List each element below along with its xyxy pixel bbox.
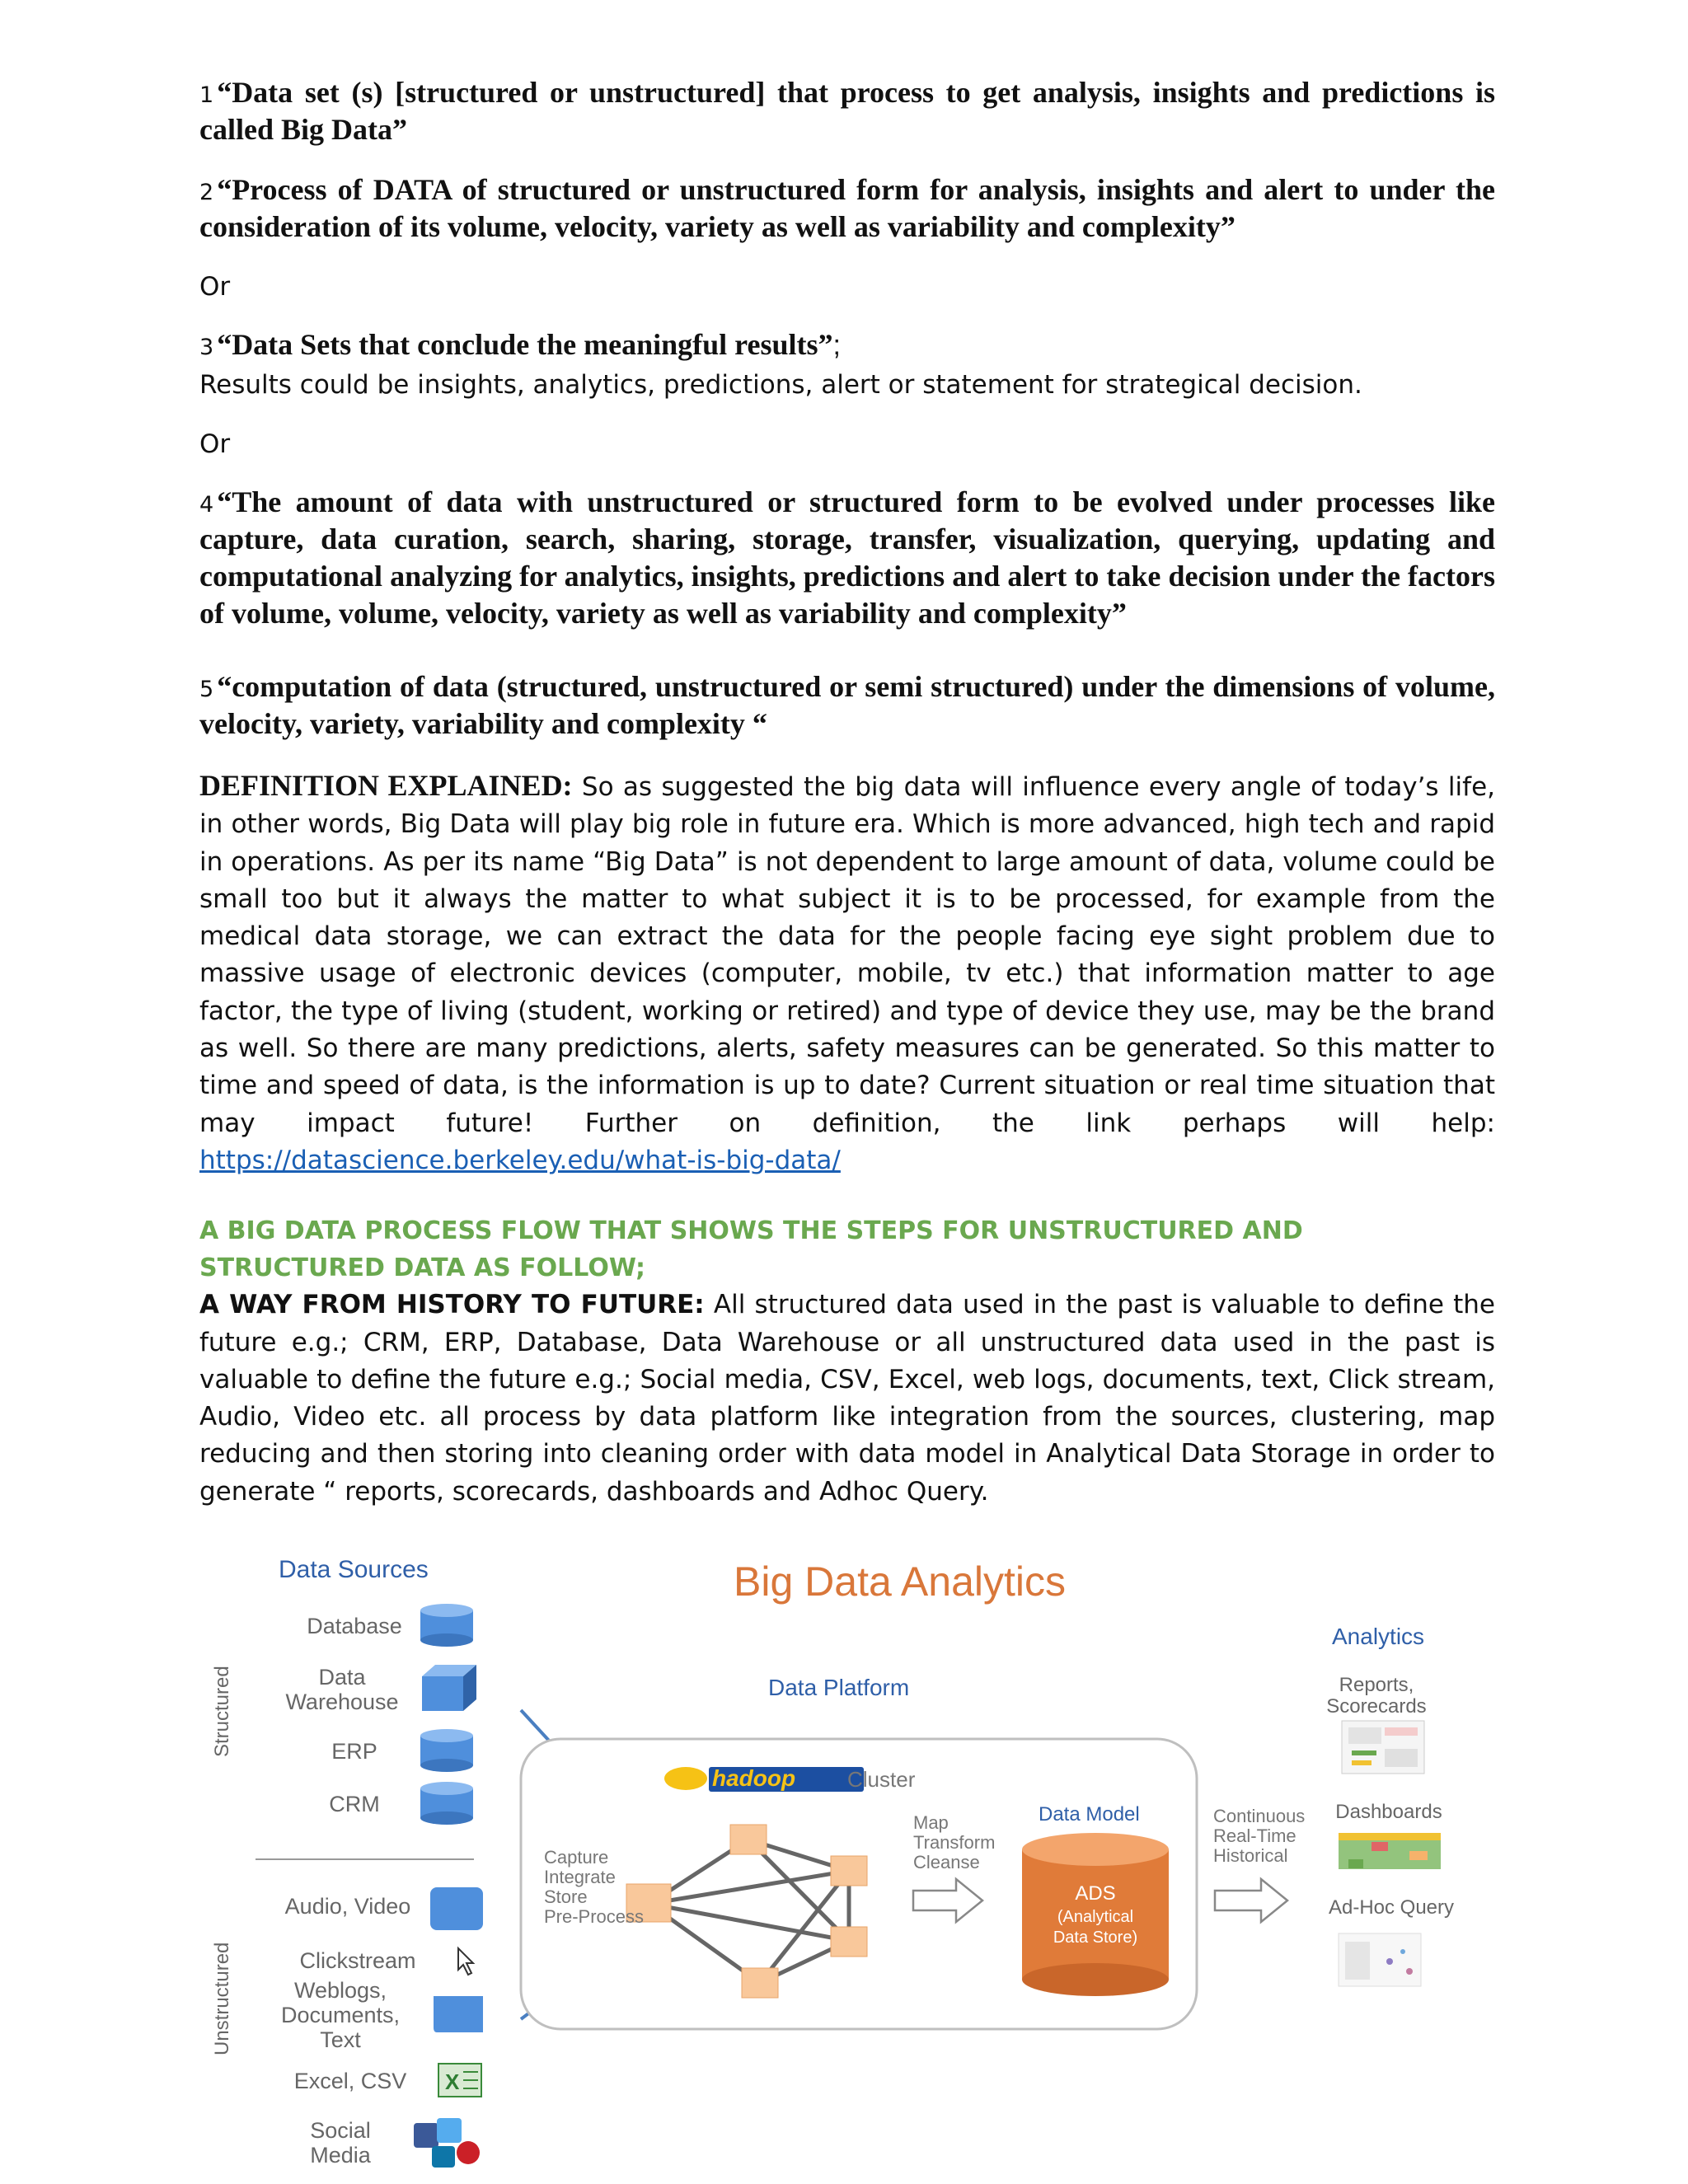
explained-body: So as suggested the big data will influence every angle of today’s life, in other words, Big Data will play big role in future era. Which is more advanced, high tech and rapid in operations. As per its name “Big Data” is not dependent to large amount of data, volume could be small too but it always the matter to what subject it is to be processed, for example from the medical data storage, we can extract the data for the people facing eye sight problem due to massive usage of electronic devices (computer, mobile, tv etc.) that information matter to age factor, the type of living (student, working or retired) and type of device they use, may be the brand as well. So there are many predictions, alerts, safety measures can be generated. So this matter to time and speed of data, is the information is up to date? Current situation or real time situation that may impact future! Further on definition, the link perhaps will help:: [199, 772, 1495, 1138]
document-icon: [434, 1996, 483, 2032]
definition-tail: ;: [832, 330, 841, 361]
definition-number: 3: [199, 335, 214, 360]
data-model-heading: Data Model: [1039, 1803, 1140, 1825]
definition-text: “Data Sets that conclude the meaningful results”: [217, 328, 833, 361]
analytics-reports: Reports, Scorecards: [1326, 1674, 1427, 1718]
history-paragraph: [199, 1286, 1495, 1511]
definition-3: [199, 326, 1495, 363]
database-icon: [420, 1604, 473, 1647]
cluster-node: [831, 1856, 867, 1886]
definition-5: [199, 668, 1495, 743]
or-separator-2: Or: [199, 429, 231, 459]
ads-sub-label: (Analytical Data Store): [1053, 1908, 1138, 1947]
source-database: Database: [307, 1614, 402, 1638]
source-data-warehouse: Data Warehouse: [285, 1665, 399, 1714]
definition-number: 1: [199, 82, 214, 108]
cluster-node: [730, 1825, 767, 1854]
dashboard-thumbnail-icon: [1339, 1833, 1441, 1869]
definition-text: “The amount of data with unstructured or structured form to be evolved under processes like capture, data curation, search, sharing, storage, transfer, visualization, querying, updating and computational analyzing for analytics, insights, predictions and alert to take decision under the factors of volume, volume, velocity, variety as well as variability and complexity”: [199, 485, 1495, 630]
analytics-adhoc-query: Ad-Hoc Query: [1328, 1896, 1455, 1919]
source-social-media: Social Media: [310, 2118, 371, 2168]
structured-side-label: Structured: [211, 1666, 233, 1757]
analytics-heading: Analytics: [1332, 1624, 1425, 1649]
cluster-node: [742, 1968, 778, 1998]
definition-text: “Process of DATA of structured or unstructured form for analysis, insights and alert to under the consideration of its volume, velocity, variety as well as variability and complexity”: [199, 173, 1495, 243]
social-media-icon: [414, 2118, 480, 2168]
document-body: [199, 74, 1495, 1511]
berkeley-link[interactable]: https://datascience.berkeley.edu/what-is-big-data/: [199, 1145, 841, 1175]
definition-2: [199, 171, 1495, 246]
hollow-arrow-icon: [1215, 1879, 1287, 1922]
history-body: All structured data used in the past is valuable to define the future e.g.; CRM, ERP, Database, Data Warehouse or all unstructured data used in the past is valuable to define the future e.g.; Social media, CSV, Excel, web logs, documents, text, Click stream, Audio, Video etc. all process by data platform like integration from the sources, clustering, map reducing and then storing into cleaning order with data model in Analytical Data Storage in order to generate “ reports, scorecards, dashboards and Adhoc Query.: [199, 1290, 1495, 1507]
definition-text: “Data set (s) [structured or unstructured] that process to get analysis, insights and predictions is called Big Data”: [199, 76, 1495, 146]
ads-label: ADS: [1075, 1882, 1116, 1905]
continuous-label: Continuous Real-Time Historical: [1213, 1806, 1306, 1866]
excel-icon: [438, 2064, 481, 2097]
svg-text:X: X: [445, 2069, 460, 2094]
capture-steps: Capture Integrate Store Pre-Process: [544, 1847, 645, 1927]
explained-lead: DEFINITION EXPLAINED:: [199, 769, 573, 802]
unstructured-side-label: Unstructured: [211, 1942, 233, 2055]
erp-icon: [420, 1729, 473, 1772]
data-warehouse-icon: [422, 1665, 476, 1711]
map-steps: Map Transform Cleanse: [913, 1812, 996, 1872]
source-audio-video: Audio, Video: [284, 1894, 411, 1919]
data-sources-heading: Data Sources: [279, 1556, 429, 1583]
analytics-dashboards: Dashboards: [1335, 1801, 1442, 1823]
diagram-title: Big Data Analytics: [734, 1558, 1066, 1605]
big-data-analytics-diagram: [198, 1541, 1533, 2184]
definition-number: 4: [199, 492, 214, 518]
cluster-label: Cluster: [847, 1767, 916, 1792]
definition-4: [199, 484, 1495, 632]
source-excel-csv: Excel, CSV: [293, 2069, 407, 2093]
query-thumbnail-icon: [1339, 1933, 1421, 1986]
cursor-icon: [458, 1948, 473, 1975]
hadoop-logo-text: hadoop: [712, 1765, 796, 1791]
source-erp: ERP: [331, 1739, 377, 1764]
report-thumbnail-icon: [1342, 1721, 1424, 1774]
cluster-node: [831, 1927, 867, 1957]
results-text: Results could be insights, analytics, predictions, alert or statement for strategical decision.: [199, 370, 1362, 400]
audio-video-icon: [430, 1887, 483, 1930]
or-separator: Or: [199, 272, 231, 302]
source-crm: CRM: [329, 1792, 380, 1816]
history-lead: A WAY FROM HISTORY TO FUTURE:: [199, 1290, 705, 1320]
source-clickstream: Clickstream: [299, 1948, 416, 1973]
definition-explained: [199, 767, 1495, 1179]
definition-text: “computation of data (structured, unstructured or semi structured) under the dimensions of volume, velocity, variety, variability and complexity “: [199, 670, 1495, 740]
flow-heading: A BIG DATA PROCESS FLOW THAT SHOWS THE STEPS FOR UNSTRUCTURED AND STRUCTURED DATA AS FOLLOW;: [199, 1216, 1303, 1283]
data-platform-heading: Data Platform: [768, 1675, 910, 1700]
definition-number: 2: [199, 180, 214, 205]
definition-number: 5: [199, 677, 214, 702]
source-weblogs: Weblogs, Documents, Text: [280, 1978, 401, 2052]
definition-1: [199, 74, 1495, 148]
crm-icon: [420, 1782, 473, 1825]
